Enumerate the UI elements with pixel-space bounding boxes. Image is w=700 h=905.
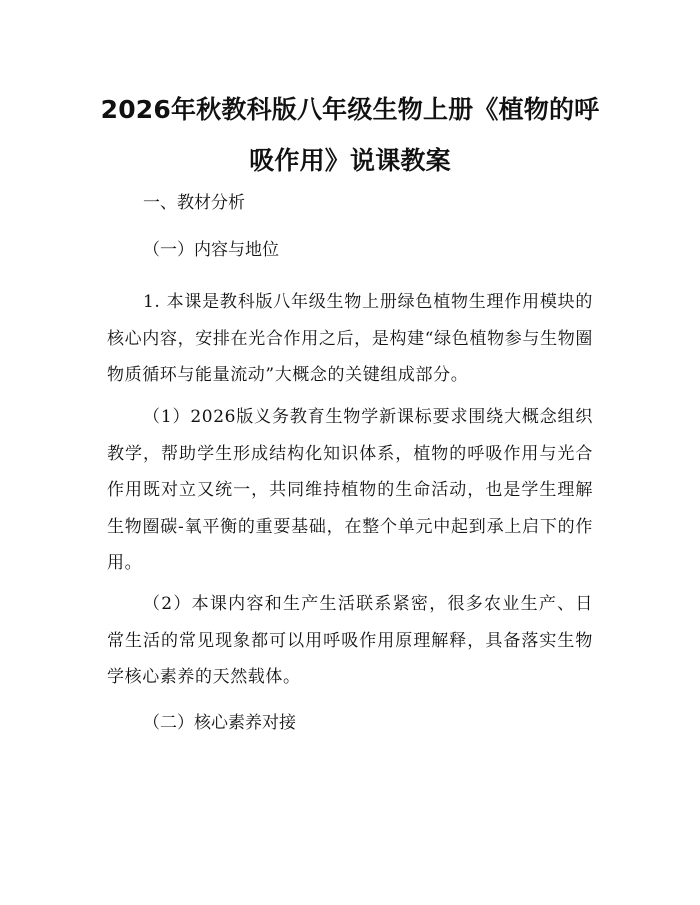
document-title: 2026年秋教科版八年级生物上册《植物的呼吸作用》说课教案: [100, 95, 600, 175]
subsection-heading-core-literacy: （二）核心素养对接: [143, 713, 296, 733]
paragraph-curriculum-standard: （1）2026版义务教育生物学新课标要求围绕大概念组织教学，帮助学生形成结构化知识体系，植物的呼吸作用与光合作用既对立又统一，共同维持植物的生命活动，也是学生理解生物圈碳-氧平衡的重要基础，在整个单元中起到承上启下的作用。: [107, 407, 593, 573]
paragraph-real-life-connection: （2）本课内容和生产生活联系紧密，很多农业生产、日常生活的常见现象都可以用呼吸作用原理解释，具备落实生物学核心素养的天然载体。: [107, 594, 593, 687]
paragraph-lesson-overview: 1. 本课是教科版八年级生物上册绿色植物生理作用模块的核心内容，安排在光合作用之后，是构建“绿色植物参与生物圈物质循环与能量流动”大概念的关键组成部分。: [107, 292, 593, 385]
subsection-heading-content-and-position: （一）内容与地位: [143, 240, 279, 260]
section-heading-textbook-analysis: 一、教材分析: [143, 193, 245, 213]
